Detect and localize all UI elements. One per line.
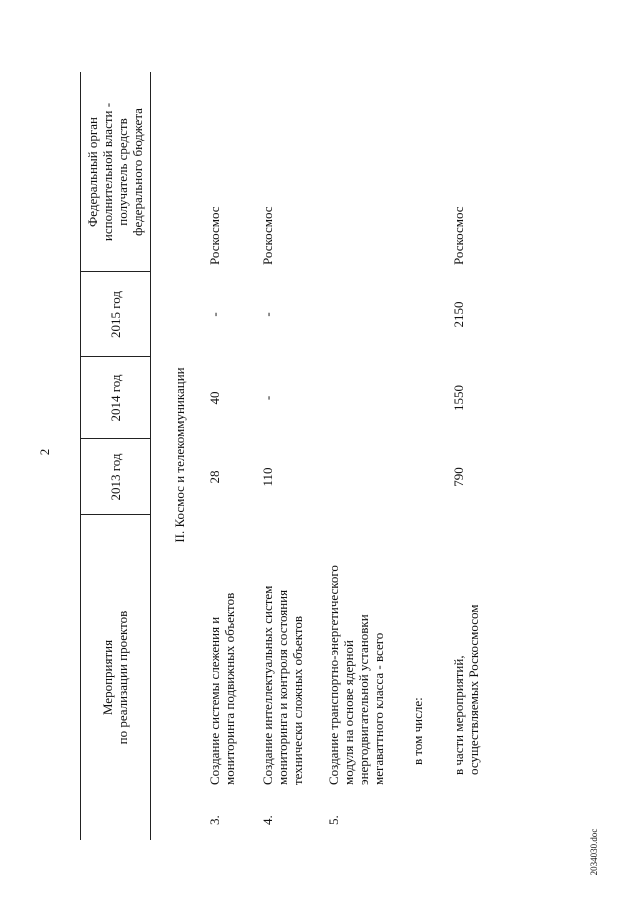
header-agency-line: исполнительной власти - <box>100 102 115 242</box>
row-text <box>326 565 386 785</box>
section-title: II. Космос и телекоммуникации <box>172 367 187 543</box>
header-agency <box>85 72 145 272</box>
header-activities <box>100 515 130 840</box>
header-bottom-rule <box>150 72 151 840</box>
sub-row-value-2015: 2150 <box>451 301 466 328</box>
header-agency-line: Федеральный орган <box>85 117 100 228</box>
header-activities-line: по реализации проектов <box>115 610 130 745</box>
row-text <box>207 593 237 785</box>
page-number: 2 <box>37 448 52 456</box>
row-text-line: Создание системы слежения и <box>207 616 222 785</box>
table-top-rule <box>80 72 81 840</box>
header-agency-line: получатель средств <box>115 118 130 226</box>
sub-row-text <box>451 605 481 775</box>
row-text-line: энергодвигательной установки <box>356 614 371 785</box>
row-value-2015: - <box>260 312 275 317</box>
row-text-line: мониторинга и контроля состояния <box>275 589 290 785</box>
sub-row-text-line: в части мероприятий, <box>451 655 466 775</box>
sub-row-text-line: осуществляемых Роскосмосом <box>466 604 481 775</box>
row-value-2014: - <box>260 395 275 401</box>
row-value-2013: 110 <box>260 467 275 487</box>
header-2015: 2015 год <box>108 291 123 338</box>
row-text-line: мониторинга подвижных объектов <box>222 592 237 785</box>
sub-row-value-2014: 1550 <box>451 385 466 411</box>
row-text-line: мегаваттного класса - всего <box>371 632 386 785</box>
sub-label: в том числе: <box>410 697 425 765</box>
sub-row-agency: Роскосмос <box>451 206 466 265</box>
row-value-2014: 40 <box>207 391 222 405</box>
row-agency: Роскосмос <box>207 206 222 265</box>
row-value-2015: - <box>207 312 222 317</box>
sub-row-value-2013: 790 <box>451 467 466 487</box>
row-text-line: Создание транспортно-энергетического <box>326 565 341 785</box>
row-agency: Роскосмос <box>260 206 275 265</box>
header-2014: 2014 год <box>108 374 123 422</box>
header-activities-line: Мероприятия <box>100 639 115 716</box>
row-number: 4. <box>260 815 275 825</box>
row-number: 5. <box>326 815 341 825</box>
row-text-line: технически сложных объектов <box>290 615 305 785</box>
file-id: 2034030.doc <box>589 828 599 876</box>
row-text-line: модуля на основе ядерной <box>341 640 356 785</box>
header-2013: 2013 год <box>108 453 123 501</box>
row-text-line: Создание интеллектуальных систем <box>260 585 275 785</box>
row-number: 3. <box>207 815 222 825</box>
row-value-2013: 28 <box>207 470 222 484</box>
header-agency-line: федерального бюджета <box>130 108 145 236</box>
row-text <box>260 586 305 785</box>
